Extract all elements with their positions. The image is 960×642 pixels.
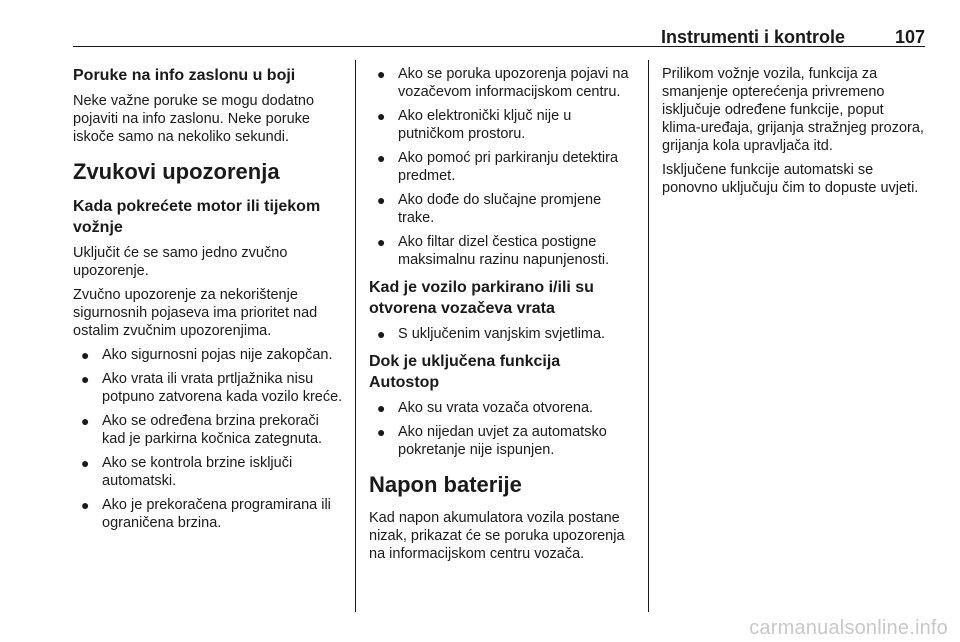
paragraph-info-display: Neke važne poruke se mogu dodatno pojaviti na info zaslonu. Neke poruke iskoče samo na nekoliko sekundi. (73, 93, 315, 145)
heading-autostop: Dok je uključena funkcija Autostop (369, 353, 561, 391)
list-item: ● Ako nijedan uvjet za automatsko pokretanje nije ispunjen. (377, 424, 607, 458)
bullet-icon: ● (377, 108, 386, 124)
list-item: ● Ako elektronički ključ nije u putničkom prostoru. (377, 108, 572, 142)
bullet-icon: ● (81, 413, 90, 429)
section-title-battery-voltage: Napon baterije (369, 472, 522, 497)
section-title-warning-chimes: Zvukovi upozorenja (73, 159, 280, 184)
list-item: ● Ako se određena brzina prekorači kad je parkirna kočnica zategnuta. (81, 413, 323, 447)
paragraph-seatbelt-priority: Zvučno upozorenje za nekorištenje sigurnosnih pojaseva ima prioritet nad ostalim zvučnim upozorenjima. (73, 287, 318, 339)
bullet-list-parked (369, 325, 634, 343)
list-item: ● Ako se kontrola brzine isključi automatski. (81, 455, 293, 489)
column-2 (369, 65, 634, 569)
paragraph-single-chime: Uključit će se samo jedno zvučno upozorenje. (73, 245, 288, 279)
column-1 (73, 65, 345, 540)
list-item: ● Ako dođe do slučajne promjene trake. (377, 192, 602, 226)
list-item: ● Ako vrata ili vrata prtljažnika nisu potpuno zatvorena kada vozilo kreće. (81, 371, 343, 405)
page-number: 107 (894, 27, 925, 47)
bullet-icon: ● (377, 150, 386, 166)
bullet-icon: ● (81, 497, 90, 513)
bullet-icon: ● (81, 455, 90, 471)
page-header (73, 0, 925, 47)
column-divider-1 (355, 60, 356, 612)
watermark: carmanualsonline.info (749, 617, 948, 639)
chapter-title: Instrumenti i kontrole (660, 27, 845, 47)
list-item: ● Ako se poruka upozorenja pojavi na vozačevom informacijskom centru. (377, 66, 629, 100)
list-item: ● S uključenim vanjskim svjetlima. (377, 326, 606, 342)
bullet-list-1 (73, 346, 345, 532)
heading-parked: Kad je vozilo parkirano i/ili su otvorena vozačeva vrata (369, 279, 594, 317)
bullet-icon: ● (377, 424, 386, 440)
list-item: ● Ako pomoć pri parkiranju detektira predmet. (377, 150, 619, 184)
paragraph-functions-restore: Isključene funkcije automatski se ponovno uključuju čim to dopuste uvjeti. (662, 162, 919, 196)
list-item: ● Ako su vrata vozača otvorena. (377, 400, 594, 416)
bullet-icon: ● (81, 347, 90, 363)
bullet-list-2 (369, 65, 634, 269)
bullet-icon: ● (377, 400, 386, 416)
paragraph-load-shedding: Prilikom vožnje vozila, funkcija za smanjenje opterećenja privremeno isključuje određene funkcije, poput klima-uređaja, grijanja stražnjeg prozora, grijanja kola upravljača itd. (662, 66, 924, 154)
list-item: ● Ako je prekoračena programirana ili ograničena brzina. (81, 497, 331, 531)
bullet-icon: ● (377, 326, 386, 342)
column-3 (662, 65, 924, 203)
heading-info-display: Poruke na info zaslonu u boji (73, 67, 296, 84)
heading-engine-start: Kada pokrećete motor ili tijekom vožnje (73, 198, 321, 236)
list-item: ● Ako sigurnosni pojas nije zakopčan. (81, 347, 333, 363)
column-divider-2 (648, 60, 649, 612)
list-item: ● Ako filtar dizel čestica postigne maksimalnu razinu napunjenosti. (377, 234, 610, 268)
bullet-icon: ● (377, 192, 386, 208)
paragraph-battery-voltage: Kad napon akumulatora vozila postane nizak, prikazat će se poruka upozorenja na informacijskom centru vozača. (369, 510, 625, 562)
bullet-icon: ● (81, 371, 90, 387)
bullet-icon: ● (377, 66, 386, 82)
bullet-icon: ● (377, 234, 386, 250)
bullet-list-autostop (369, 399, 634, 459)
